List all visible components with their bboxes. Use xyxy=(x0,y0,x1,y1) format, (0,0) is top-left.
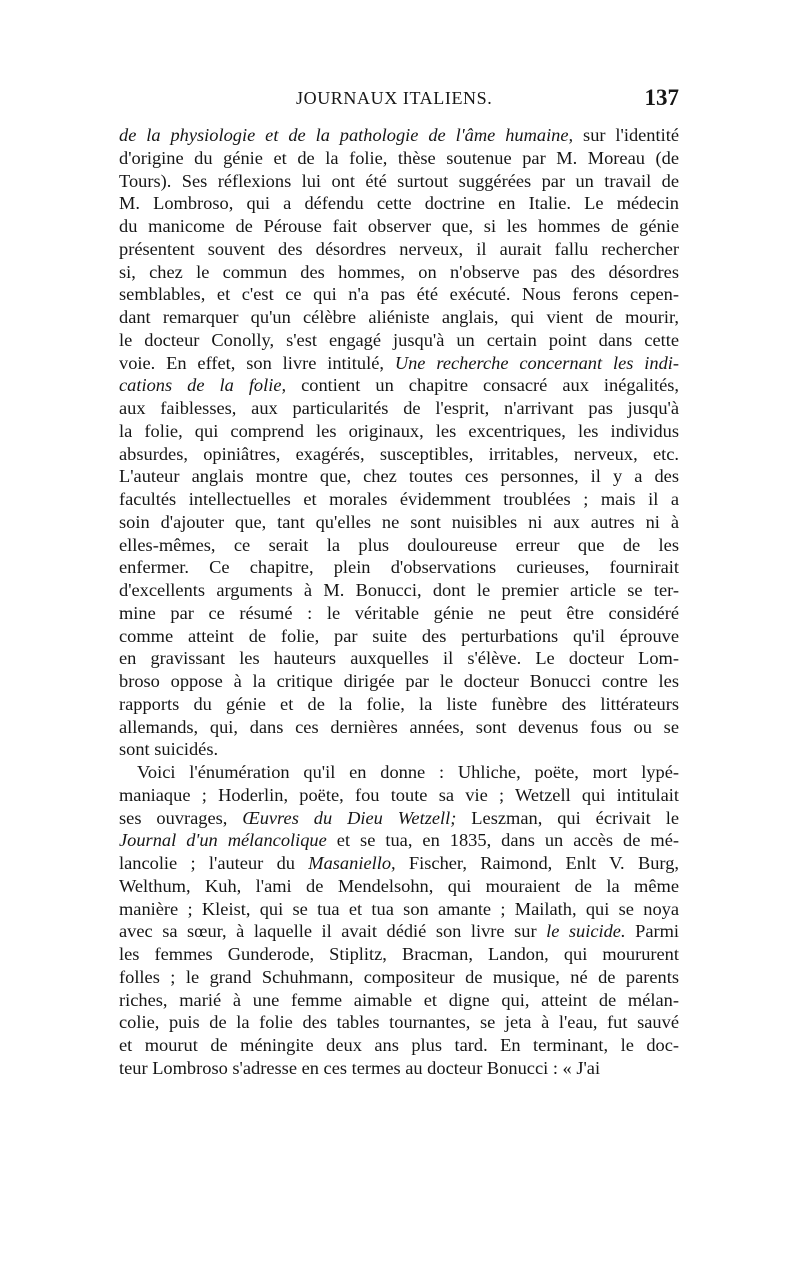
text-run: le docteur Conolly, s'est engagé jusqu'à un certain point dans cette xyxy=(119,329,679,350)
text-line xyxy=(119,625,679,648)
text-line xyxy=(119,738,679,761)
text-run: rapports du génie et de la folie, la liste funèbre des littérateurs xyxy=(119,693,679,714)
text-run: et mourut de méningite deux ans plus tard. En terminant, le doc- xyxy=(119,1035,679,1055)
text-run: sont suicidés. xyxy=(119,739,219,760)
text-line xyxy=(119,556,679,579)
text-line xyxy=(119,147,679,170)
text-run: Parmi xyxy=(625,921,680,942)
text-line xyxy=(119,511,679,534)
text-run: folles ; le grand Schuhmann, compositeur de musique, né de parents xyxy=(119,966,679,987)
text-run: voie. En effet, son livre intitulé, xyxy=(119,352,395,373)
text-run: Tours). Ses réflexions lui ont été surtout suggérées par un travail de xyxy=(119,170,679,191)
text-run: M. Lombroso, qui a défendu cette doctrine en Italie. Le médecin xyxy=(119,193,679,214)
text-line xyxy=(119,716,679,739)
text-run: broso oppose à la critique dirigée par le docteur Bonucci contre les xyxy=(119,671,679,691)
text-line xyxy=(119,170,679,193)
italic-text: cations de la folie, xyxy=(119,375,287,396)
body-text xyxy=(119,124,679,1080)
italic-text: de la physiologie et de la pathologie de l'âme humaine, xyxy=(119,125,574,145)
text-line xyxy=(119,397,679,420)
text-run: ses ouvrages, xyxy=(119,807,243,828)
text-line xyxy=(119,261,679,284)
text-line xyxy=(119,374,679,397)
text-run: la folie, qui comprend les originaux, les excentriques, les individus xyxy=(119,420,679,441)
text-run: d'excellents arguments à M. Bonucci, dont le premier article se ter- xyxy=(119,580,679,600)
text-line xyxy=(119,1034,679,1057)
text-line xyxy=(119,465,679,488)
text-run: Fischer, Raimond, Enlt V. Burg, xyxy=(395,853,679,873)
italic-text: Journal d'un mélancolique xyxy=(119,830,327,851)
text-run: aux faiblesses, aux particularités de l'esprit, n'arrivant pas jusqu'à xyxy=(119,398,679,418)
text-line xyxy=(119,829,679,852)
text-run: dant remarquer qu'un célèbre aliéniste anglais, qui vient de mourir, xyxy=(119,307,679,327)
text-line xyxy=(119,602,679,625)
text-line xyxy=(119,647,679,670)
text-line xyxy=(119,192,679,215)
text-line xyxy=(119,989,679,1012)
text-line xyxy=(119,124,679,147)
text-line xyxy=(119,352,679,375)
italic-text: le suicide. xyxy=(546,921,626,942)
text-line xyxy=(119,966,679,989)
text-run: avec sa sœur, à laquelle il avait dédié son livre sur xyxy=(119,921,547,942)
text-line xyxy=(119,920,679,943)
text-run: mine par ce résumé : le véritable génie ne peut être considéré xyxy=(119,602,679,623)
text-line xyxy=(119,898,679,921)
text-run: Voici l'énumération qu'il en donne : Uhliche, poëte, mort lypé- xyxy=(137,762,679,782)
text-line xyxy=(119,306,679,329)
text-run: teur Lombroso s'adresse en ces termes au docteur Bonucci : « J'ai xyxy=(119,1057,601,1078)
text-line xyxy=(119,784,679,807)
text-run: d'origine du génie et de la folie, thèse soutenue par M. Moreau (de xyxy=(119,147,679,168)
text-run: en gravissant les hauteurs auxquelles il s'élève. Le docteur Lom- xyxy=(119,648,679,669)
text-line xyxy=(119,670,679,693)
text-line xyxy=(119,329,679,352)
text-run: soin d'ajouter que, tant qu'elles ne sont nuisibles ni aux autres ni à xyxy=(119,511,679,532)
text-run: les femmes Gunderode, Stiplitz, Bracman, Landon, qui moururent xyxy=(119,944,679,964)
paragraph xyxy=(119,124,679,761)
text-run: absurdes, opiniâtres, exagérés, susceptibles, irritables, nerveux, etc. xyxy=(119,443,679,464)
text-run: maniaque ; Hoderlin, poëte, fou toute sa vie ; Wetzell qui intitulait xyxy=(119,784,679,805)
text-run: enfermer. Ce chapitre, plein d'observations curieuses, fournirait xyxy=(119,557,679,578)
text-run: sur l'identité xyxy=(573,125,679,145)
text-line xyxy=(119,443,679,466)
text-run: et se tua, en 1835, dans un accès de mé- xyxy=(326,830,679,851)
text-line xyxy=(119,761,679,784)
text-run: riches, marié à une femme aimable et digne qui, atteint de mélan- xyxy=(119,989,679,1010)
page-number: 137 xyxy=(644,85,679,110)
text-line xyxy=(119,807,679,830)
text-line xyxy=(119,488,679,511)
text-line xyxy=(119,1057,679,1080)
text-run: manière ; Kleist, qui se tua et tua son amante ; Mailath, qui se noya xyxy=(119,898,679,919)
text-run: semblables, et c'est ce qui n'a pas été exécuté. Nous ferons cepen- xyxy=(119,284,679,305)
text-run: facultés intellectuelles et morales évidemment troublées ; mais il a xyxy=(119,489,679,509)
text-line xyxy=(119,420,679,443)
italic-text: Œuvres du Dieu Wetzell; xyxy=(242,807,457,828)
text-run: colie, puis de la folie des tables tournantes, se jeta à l'eau, fut sauvé xyxy=(119,1012,679,1033)
text-line xyxy=(119,1011,679,1034)
text-line xyxy=(119,283,679,306)
text-run: du manicome de Pérouse fait observer que, si les hommes de génie xyxy=(119,216,679,236)
text-line xyxy=(119,534,679,557)
text-run: elles-mêmes, ce serait la plus douloureuse erreur que de les xyxy=(119,534,679,555)
text-line xyxy=(119,579,679,602)
text-line xyxy=(119,852,679,875)
text-run: Welthum, Kuh, l'ami de Mendelsohn, qui mouraient de la même xyxy=(119,875,679,896)
text-run: contient un chapitre consacré aux inégalités, xyxy=(286,375,679,396)
text-run: Leszman, qui écrivait le xyxy=(456,807,679,828)
text-run: lancolie ; l'auteur du xyxy=(119,853,309,873)
running-title: JOURNAUX ITALIENS. xyxy=(296,88,493,108)
italic-text: Masaniello, xyxy=(308,853,396,873)
text-line xyxy=(119,943,679,966)
text-line xyxy=(119,215,679,238)
text-line xyxy=(119,693,679,716)
running-head xyxy=(124,85,679,118)
text-run: L'auteur anglais montre que, chez toutes ces personnes, il y a des xyxy=(119,466,679,487)
text-run: si, chez le commun des hommes, on n'observe pas des désordres xyxy=(119,261,679,282)
text-line xyxy=(119,238,679,261)
text-line xyxy=(119,875,679,898)
paragraph xyxy=(119,761,679,1080)
text-run: allemands, qui, dans ces dernières années, sont devenus fous ou se xyxy=(119,716,679,737)
italic-text: Une recherche concernant les indi- xyxy=(394,352,680,373)
text-run: comme atteint de folie, par suite des perturbations qu'il éprouve xyxy=(119,625,679,646)
text-run: présentent souvent des désordres nerveux, il aurait fallu rechercher xyxy=(119,238,679,259)
